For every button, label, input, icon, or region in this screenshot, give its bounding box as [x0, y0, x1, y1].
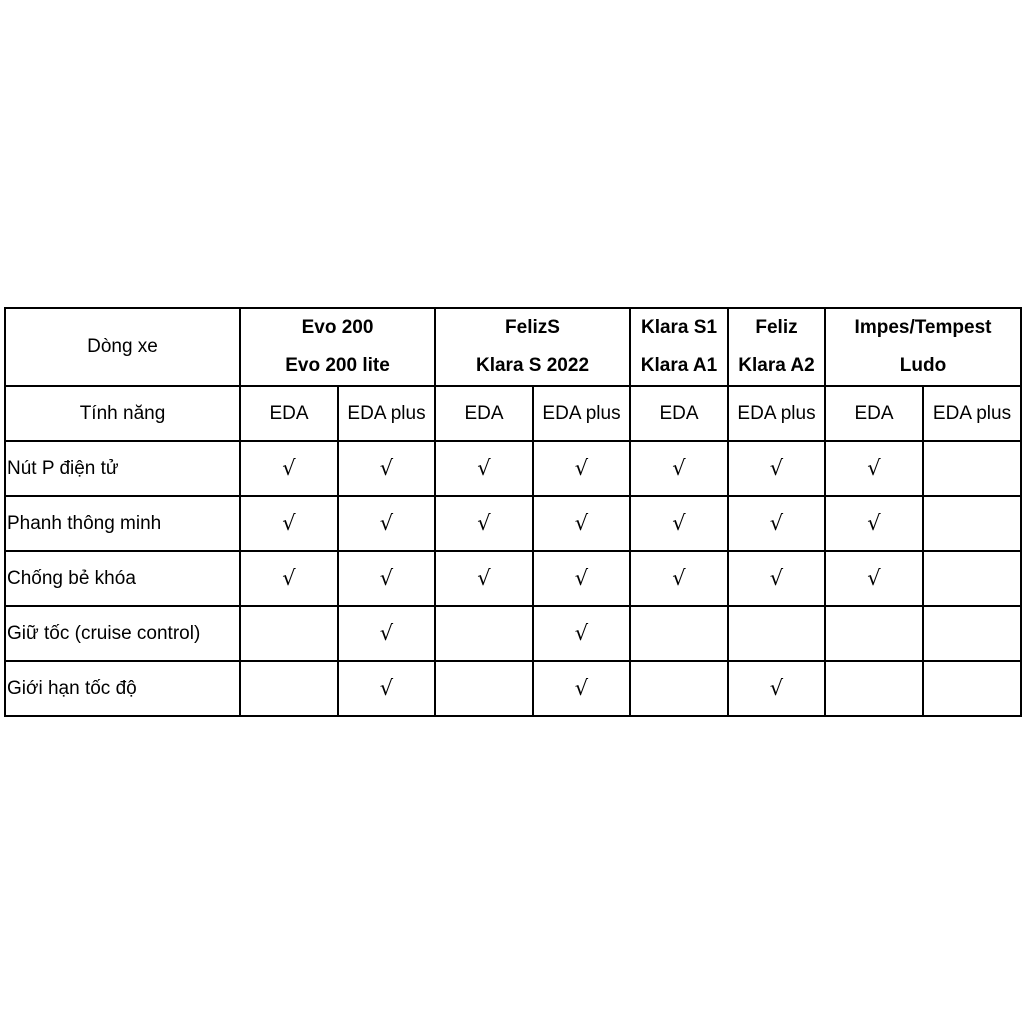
check-cell — [240, 661, 338, 716]
check-cell — [728, 661, 825, 716]
check-cell — [728, 551, 825, 606]
check-cell — [630, 496, 728, 551]
model-header-cell — [630, 308, 728, 386]
feature-name-cell: Phanh thông minh — [5, 496, 240, 551]
feature-label-cell: Tính năng — [5, 386, 240, 441]
check-mark-icon: √ — [867, 456, 881, 480]
feature-comparison-table — [4, 307, 1022, 717]
check-mark-icon: √ — [574, 511, 589, 535]
check-cell — [533, 661, 630, 716]
check-cell — [533, 496, 630, 551]
check-cell — [728, 441, 825, 496]
check-cell — [338, 441, 435, 496]
variant-cell: EDA plus — [533, 386, 630, 441]
feature-row — [5, 496, 1021, 551]
feature-row — [5, 441, 1021, 496]
check-cell — [923, 441, 1021, 496]
variant-cell: EDA plus — [728, 386, 825, 441]
model-name: Feliz — [755, 317, 798, 338]
check-cell — [240, 441, 338, 496]
check-mark-icon: √ — [769, 676, 784, 700]
check-cell — [435, 496, 533, 551]
check-mark-icon: √ — [672, 511, 686, 535]
check-cell — [923, 661, 1021, 716]
model-name: Klara S1 — [640, 317, 718, 338]
variant-cell: EDA — [825, 386, 923, 441]
variant-cell: EDA — [630, 386, 728, 441]
check-cell — [825, 551, 923, 606]
model-name: FelizS — [505, 317, 560, 338]
check-mark-icon: √ — [672, 456, 686, 480]
check-mark-icon: √ — [769, 456, 784, 480]
check-mark-icon: √ — [867, 566, 881, 590]
check-cell — [240, 496, 338, 551]
check-mark-icon: √ — [867, 511, 881, 535]
check-mark-icon: √ — [379, 511, 394, 535]
model-header-cell — [825, 308, 1021, 386]
check-cell — [338, 606, 435, 661]
check-mark-icon: √ — [574, 621, 589, 645]
check-cell — [923, 496, 1021, 551]
check-cell — [533, 551, 630, 606]
variant-cell: EDA plus — [923, 386, 1021, 441]
check-cell — [825, 496, 923, 551]
variant-cell: EDA plus — [338, 386, 435, 441]
check-cell — [630, 441, 728, 496]
check-cell — [240, 606, 338, 661]
feature-name-cell: Giữ tốc (cruise control) — [5, 606, 240, 661]
check-cell — [435, 606, 533, 661]
feature-name-cell: Chống bẻ khóa — [5, 551, 240, 606]
check-mark-icon: √ — [379, 676, 394, 700]
table-body — [5, 308, 1021, 716]
model-name: Evo 200 — [301, 317, 374, 338]
check-cell — [825, 441, 923, 496]
model-label-cell: Dòng xe — [5, 308, 240, 386]
model-name: Impes/Tempest — [854, 317, 992, 338]
check-cell — [533, 441, 630, 496]
model-header-cell — [240, 308, 435, 386]
model-header-row — [5, 308, 1021, 386]
check-mark-icon: √ — [574, 676, 589, 700]
variant-header-row — [5, 386, 1021, 441]
check-cell — [728, 606, 825, 661]
check-cell — [923, 606, 1021, 661]
check-mark-icon: √ — [769, 566, 784, 590]
check-mark-icon: √ — [574, 456, 589, 480]
check-cell — [338, 551, 435, 606]
feature-row — [5, 606, 1021, 661]
variant-cell: EDA — [240, 386, 338, 441]
check-cell — [825, 661, 923, 716]
check-mark-icon: √ — [477, 511, 491, 535]
check-cell — [338, 496, 435, 551]
check-mark-icon: √ — [282, 511, 296, 535]
feature-name-cell: Nút P điện tử — [5, 441, 240, 496]
check-cell — [435, 661, 533, 716]
check-mark-icon: √ — [379, 621, 394, 645]
model-name: Klara A1 — [640, 355, 718, 376]
check-cell — [923, 551, 1021, 606]
check-cell — [338, 661, 435, 716]
feature-name-cell: Giới hạn tốc độ — [5, 661, 240, 716]
check-mark-icon: √ — [672, 566, 686, 590]
check-cell — [825, 606, 923, 661]
check-mark-icon: √ — [282, 456, 296, 480]
check-cell — [728, 496, 825, 551]
check-mark-icon: √ — [379, 456, 394, 480]
check-cell — [240, 551, 338, 606]
feature-row — [5, 661, 1021, 716]
check-cell — [630, 661, 728, 716]
check-mark-icon: √ — [574, 566, 589, 590]
model-name: Klara S 2022 — [475, 355, 590, 376]
check-mark-icon: √ — [477, 566, 491, 590]
variant-cell: EDA — [435, 386, 533, 441]
check-cell — [533, 606, 630, 661]
model-name: Klara A2 — [738, 355, 815, 376]
check-cell — [435, 551, 533, 606]
check-cell — [630, 551, 728, 606]
check-mark-icon: √ — [282, 566, 296, 590]
model-header-cell — [435, 308, 630, 386]
check-mark-icon: √ — [379, 566, 394, 590]
check-mark-icon: √ — [769, 511, 784, 535]
check-mark-icon: √ — [477, 456, 491, 480]
model-header-cell — [728, 308, 825, 386]
check-cell — [630, 606, 728, 661]
model-name: Evo 200 lite — [285, 355, 390, 376]
model-name: Ludo — [899, 355, 947, 376]
check-cell — [435, 441, 533, 496]
feature-row — [5, 551, 1021, 606]
